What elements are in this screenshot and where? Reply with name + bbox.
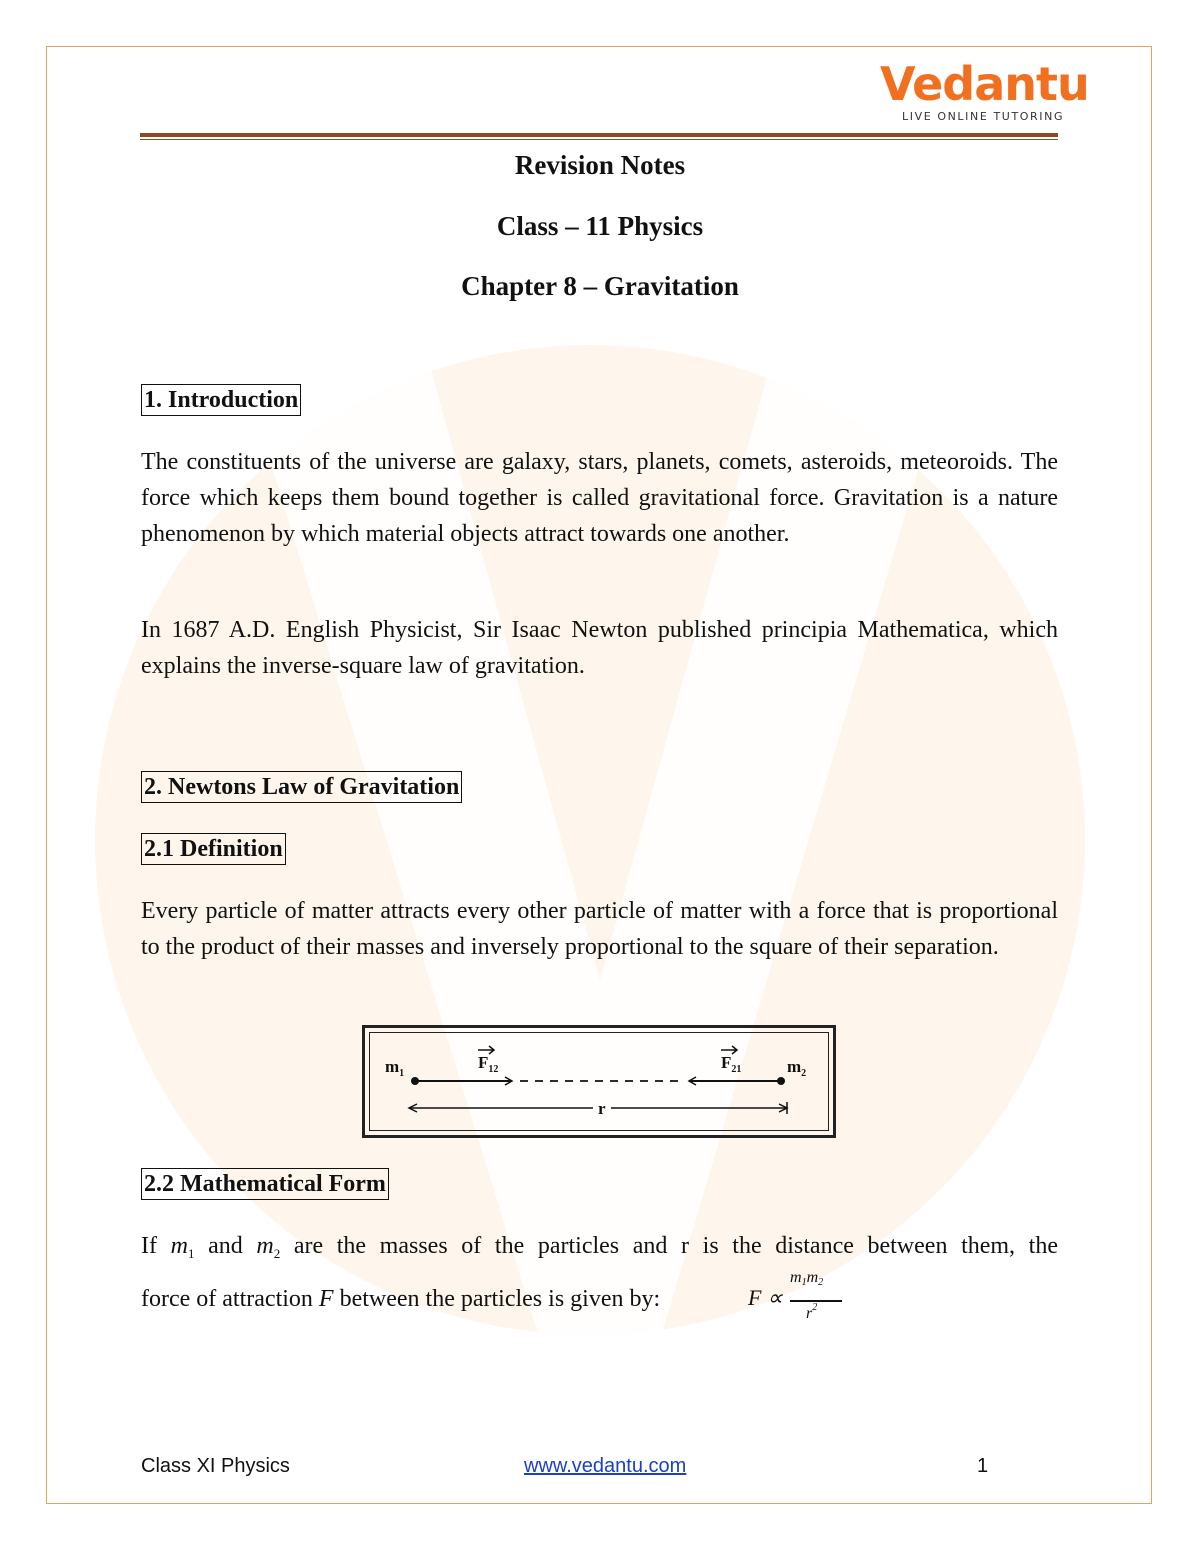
doc-title: Revision Notes [514,150,686,180]
distance-r-label: r [598,1099,606,1118]
class-title: Class – 11 Physics [496,211,704,241]
header-rule [140,133,1058,137]
logo-wordmark: Vedantu [880,57,1089,111]
section-heading-newtons-law: 2. Newtons Law of Gravitation [141,771,462,803]
footer-page-number: 1 [977,1455,989,1477]
formula-lhs: F ∝ [748,1285,783,1310]
diagram-svg [365,1028,833,1135]
logo-tagline: LIVE ONLINE TUTORING [902,110,1065,123]
definition-paragraph: Every particle of matter attracts every other particle of matter with a force that is proportional to the product of their masses and inversely proportional to the square of their separation. [141,898,1058,960]
formula-numerator: m1m2 [790,1269,824,1288]
force-21-label: $F_{21}$ [721,1053,742,1075]
chapter-title: Chapter 8 – Gravitation [461,271,739,301]
vedantu-logo [880,57,1089,128]
subsection-heading-definition: 2.1 Definition [141,833,286,865]
intro-paragraph-1: The constituents of the universe are galaxy, stars, planets, comets, asteroids, meteoroids. The force which keeps them bound together is called gravitational force. Gravitation is a nature phenomenon by which material objects attract towards one another. [141,449,1058,547]
header-rule-thin [140,139,1058,140]
gravitation-formula [748,1269,858,1339]
gravitation-diagram [362,1025,836,1138]
formula-denominator: $r^2$ [806,1302,818,1322]
footer-website-link[interactable]: www.vedantu.com [524,1455,687,1477]
math-sentence-line-1: If $m_1$ and $m_2$ are the masses of the particles and r is the distance between them, the [141,1233,1059,1261]
force-12-label: $F_{12}$ [478,1053,499,1075]
mass-2-label: $m_2$ [787,1057,807,1079]
section-heading-introduction: 1. Introduction [141,384,301,416]
subsection-heading-mathematical-form: 2.2 Mathematical Form [141,1168,389,1200]
footer-class-label: Class XI Physics [141,1455,290,1477]
intro-paragraph-2: In 1687 A.D. English Physicist, Sir Isaac Newton published principia Mathematica, which explains the inverse-square law of gravitation. [141,617,1058,679]
math-sentence-line-2: force of attraction F between the particles is given by: [141,1286,661,1312]
mass-1-label: $m_1$ [385,1057,405,1079]
